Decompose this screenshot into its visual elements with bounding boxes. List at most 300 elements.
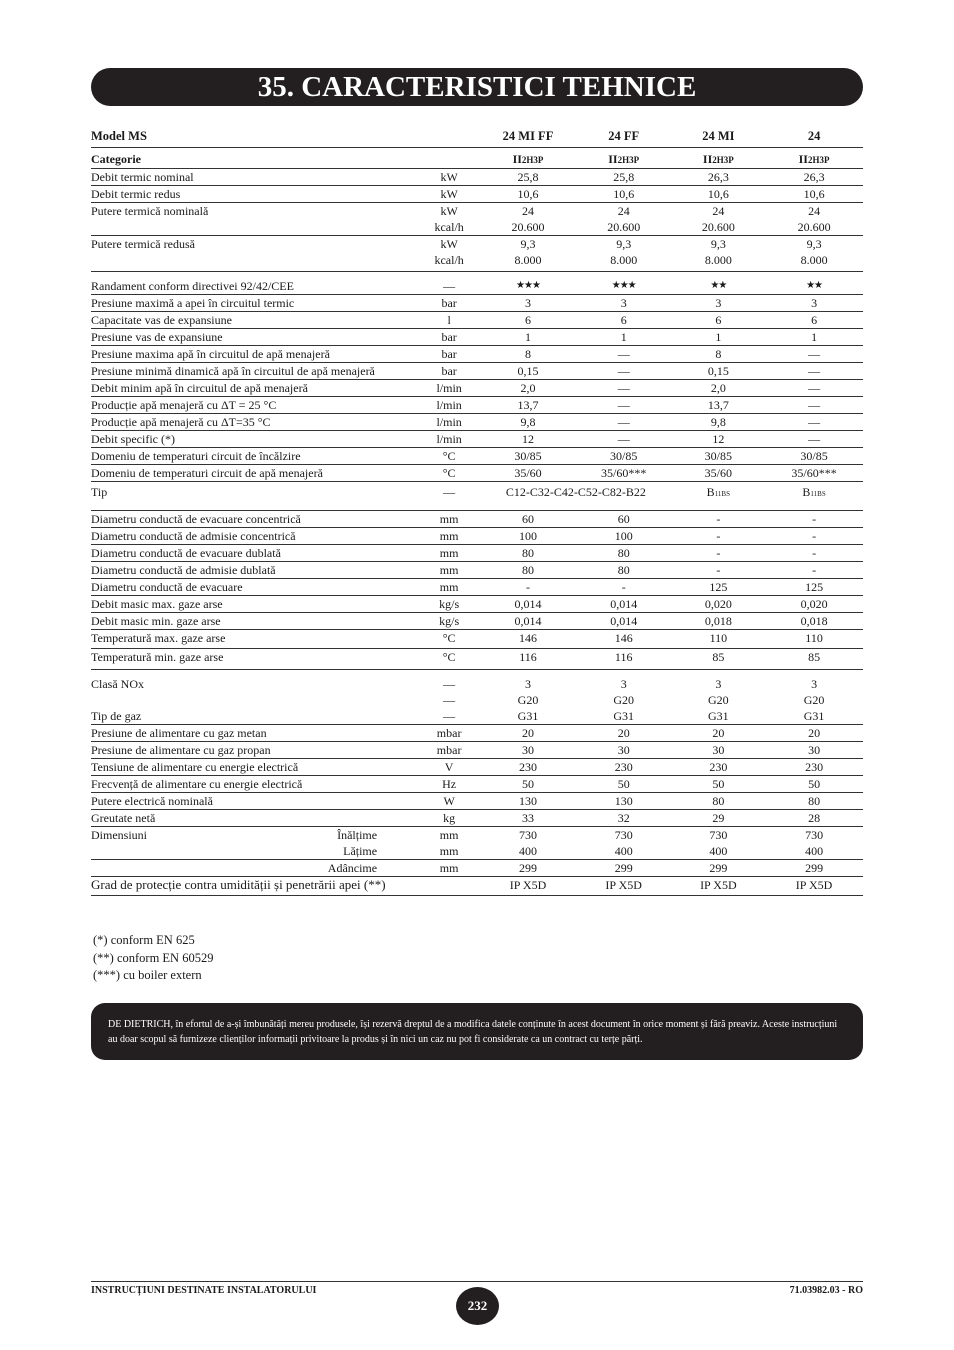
spec-value: 1	[765, 329, 863, 346]
spec-unit: —	[443, 693, 456, 707]
spec-row	[91, 219, 863, 236]
spec-value: 80	[576, 562, 672, 579]
spec-row	[91, 630, 863, 649]
spec-value: 100	[576, 528, 672, 545]
spec-label: Putere termică nominală	[91, 203, 418, 220]
spec-value: 8.000	[514, 253, 542, 267]
spec-value: 146	[480, 630, 576, 649]
spec-value: ★★	[765, 272, 863, 295]
spec-value: 25,8	[576, 169, 672, 186]
spec-value: 20	[576, 725, 672, 742]
model-label: Model MS	[91, 129, 147, 143]
spec-value: 0,018	[672, 613, 766, 630]
spec-value: G20	[613, 693, 635, 707]
spec-label: Producție apă menajeră cu ΔT=35 °C	[91, 414, 418, 431]
spec-unit: bar	[418, 295, 480, 312]
spec-value: 9,3	[480, 236, 576, 253]
spec-value: 28	[765, 810, 863, 827]
spec-value: 1	[480, 329, 576, 346]
spec-unit: kg/s	[418, 613, 480, 630]
spec-label: Presiune de alimentare cu gaz metan	[91, 725, 418, 742]
spec-value: 35/60***	[576, 465, 672, 482]
spec-value: 130	[576, 793, 672, 810]
spec-label: Adâncime	[91, 860, 418, 877]
spec-unit: kcal/h	[434, 253, 464, 267]
spec-value: 3	[576, 670, 672, 693]
spec-value: 110	[765, 630, 863, 649]
spec-value: 60	[576, 511, 672, 528]
spec-value: B11BS	[672, 482, 766, 511]
spec-value: G20	[803, 693, 825, 707]
category-value: II2H3P	[672, 148, 766, 169]
spec-row	[91, 793, 863, 810]
spec-value: 26,3	[765, 169, 863, 186]
spec-row	[91, 692, 863, 708]
spec-value: 8.000	[800, 253, 828, 267]
spec-value: —	[576, 397, 672, 414]
spec-value: G31	[517, 709, 539, 723]
spec-value: —	[765, 397, 863, 414]
spec-unit: bar	[418, 346, 480, 363]
spec-unit: —	[443, 709, 456, 723]
spec-unit: kW	[418, 186, 480, 203]
spec-unit: mbar	[418, 725, 480, 742]
spec-label: Greutate netă	[91, 810, 418, 827]
spec-label: Frecvență de alimentare cu energie electrică	[91, 776, 418, 793]
spec-value: 30/85	[576, 448, 672, 465]
spec-row	[91, 545, 863, 562]
model-name: 24 FF	[608, 129, 640, 143]
spec-row	[91, 448, 863, 465]
model-name: 24	[807, 129, 821, 143]
spec-row	[91, 776, 863, 793]
spec-value: 9,3	[765, 236, 863, 253]
spec-row	[91, 414, 863, 431]
spec-value: 0,014	[480, 613, 576, 630]
spec-row	[91, 346, 863, 363]
spec-value: —	[765, 363, 863, 380]
spec-value: ★★★	[480, 272, 576, 295]
spec-value: -	[672, 545, 766, 562]
spec-value: 9,3	[576, 236, 672, 253]
spec-value: -	[765, 511, 863, 528]
spec-row	[91, 877, 863, 896]
spec-row	[91, 708, 863, 725]
spec-unit: mm	[418, 511, 480, 528]
spec-row	[91, 670, 863, 693]
category-value: II2H3P	[765, 148, 863, 169]
spec-value: 3	[765, 670, 863, 693]
spec-value: IP X5D	[765, 877, 863, 896]
spec-row	[91, 725, 863, 742]
spec-value: 3	[480, 295, 576, 312]
spec-row	[91, 295, 863, 312]
spec-label: Lățime	[343, 844, 378, 858]
spec-value: -	[576, 579, 672, 596]
spec-value: 9,8	[480, 414, 576, 431]
technical-specs-table	[91, 127, 863, 896]
spec-value: 3	[672, 670, 766, 693]
footnote: (*) conform EN 625	[93, 933, 195, 947]
spec-row	[91, 380, 863, 397]
spec-label: Diametru conductă de evacuare dublată	[91, 545, 418, 562]
spec-unit: °C	[418, 630, 480, 649]
spec-value: 730	[480, 827, 576, 844]
spec-label: Presiune maximă a apei în circuitul termic	[91, 295, 418, 312]
spec-value: 125	[672, 579, 766, 596]
spec-row	[91, 596, 863, 613]
spec-value: G31	[708, 709, 729, 723]
spec-value: 35/60***	[765, 465, 863, 482]
spec-value: -	[672, 511, 766, 528]
spec-value: 12	[480, 431, 576, 448]
spec-value: -	[765, 562, 863, 579]
spec-value: 8.000	[610, 253, 638, 267]
spec-value: G20	[708, 693, 729, 707]
spec-row	[91, 329, 863, 346]
spec-row	[91, 465, 863, 482]
spec-unit: mm	[418, 528, 480, 545]
spec-value: 29	[672, 810, 766, 827]
spec-value: 10,6	[765, 186, 863, 203]
spec-value: G20	[517, 693, 539, 707]
spec-value: 0,014	[576, 596, 672, 613]
spec-value: 116	[480, 649, 576, 670]
model-name: 24 MI FF	[502, 129, 554, 143]
spec-value: 299	[576, 860, 672, 877]
spec-value: IP X5D	[576, 877, 672, 896]
spec-value: 20	[480, 725, 576, 742]
spec-value: 3	[576, 295, 672, 312]
spec-value: 130	[480, 793, 576, 810]
spec-unit: kW	[418, 236, 480, 253]
spec-label: Tensiune de alimentare cu energie electrică	[91, 759, 418, 776]
spec-row	[91, 363, 863, 380]
spec-value: 400	[709, 844, 728, 858]
spec-value: 24	[765, 203, 863, 220]
spec-label: Capacitate vas de expansiune	[91, 312, 418, 329]
spec-value: 30/85	[480, 448, 576, 465]
spec-label: Debit minim apă în circuitul de apă menajeră	[91, 380, 418, 397]
spec-value: 3	[765, 295, 863, 312]
spec-unit: —	[418, 272, 480, 295]
spec-value: 32	[576, 810, 672, 827]
spec-row	[91, 169, 863, 186]
spec-row	[91, 236, 863, 253]
category-value: II2H3P	[480, 148, 576, 169]
category-row	[91, 148, 863, 169]
spec-label: Presiune minimă dinamică apă în circuitul de apă menajeră	[91, 363, 418, 380]
spec-label: Tip de gaz	[91, 709, 142, 723]
footnote: (***) cu boiler extern	[93, 968, 202, 982]
spec-value: 230	[672, 759, 766, 776]
spec-label: Diametru conductă de admisie concentrică	[91, 528, 418, 545]
spec-value: 0,15	[672, 363, 766, 380]
spec-value: 80	[480, 545, 576, 562]
spec-value: 50	[765, 776, 863, 793]
spec-value: 50	[576, 776, 672, 793]
spec-value: 13,7	[672, 397, 766, 414]
spec-row	[91, 759, 863, 776]
spec-row	[91, 562, 863, 579]
spec-value: 6	[672, 312, 766, 329]
spec-row	[91, 482, 863, 511]
spec-value: 30	[576, 742, 672, 759]
spec-row	[91, 649, 863, 670]
spec-row	[91, 511, 863, 528]
spec-value: 0,014	[576, 613, 672, 630]
spec-value: 24	[480, 203, 576, 220]
footer-doc-title: INSTRUCȚIUNI DESTINATE INSTALATORULUI	[91, 1285, 317, 1296]
spec-label	[91, 692, 418, 708]
spec-value: 35/60	[480, 465, 576, 482]
spec-value: 2,0	[480, 380, 576, 397]
spec-value: 230	[576, 759, 672, 776]
spec-value: 33	[480, 810, 576, 827]
spec-label: Debit termic nominal	[91, 169, 418, 186]
spec-value: G31	[613, 709, 635, 723]
spec-label: Randament conform directivei 92/42/CEE	[91, 272, 418, 295]
spec-unit: Hz	[418, 776, 480, 793]
spec-label: Putere electrică nominală	[91, 793, 418, 810]
footer-divider	[91, 1281, 863, 1282]
disclaimer-box: DE DIETRICH, în efortul de a-și îmbunătăți mereu produsele, își rezervă dreptul de a modifica datele conținute în acest document în orice moment și fără preaviz. Aceste instrucțiuni au doar scopul să furnizeze clienților informații privitoare la produs și în nici un caz nu pot fi considerate ca un contract cu terțe părți.	[91, 1003, 863, 1060]
spec-value: 8.000	[704, 253, 732, 267]
model-name: 24 MI	[702, 129, 735, 143]
spec-unit: l/min	[418, 431, 480, 448]
spec-value: 9,8	[672, 414, 766, 431]
spec-value: 0,15	[480, 363, 576, 380]
spec-value: 85	[672, 649, 766, 670]
spec-unit: °C	[418, 649, 480, 670]
spec-value: 299	[672, 860, 766, 877]
spec-value: ★★★	[576, 272, 672, 295]
spec-label: Temperatură max. gaze arse	[91, 630, 418, 649]
footer-doc-code: 71.03982.03 - RO	[789, 1285, 863, 1296]
spec-value: 80	[765, 793, 863, 810]
spec-value: 26,3	[672, 169, 766, 186]
spec-value: 50	[672, 776, 766, 793]
spec-value: 24	[672, 203, 766, 220]
spec-value: 8	[672, 346, 766, 363]
spec-value: 116	[576, 649, 672, 670]
spec-value: -	[765, 545, 863, 562]
spec-value: 400	[518, 844, 537, 858]
spec-value: 730	[672, 827, 766, 844]
spec-label: Domeniu de temperaturi circuit de apă menajeră	[91, 465, 418, 482]
spec-value: —	[576, 380, 672, 397]
spec-label: Diametru conductă de admisie dublată	[91, 562, 418, 579]
spec-label: Producție apă menajeră cu ΔT = 25 °C	[91, 397, 418, 414]
spec-value: —	[576, 414, 672, 431]
spec-value: 730	[765, 827, 863, 844]
spec-value: 9,3	[672, 236, 766, 253]
spec-unit: W	[418, 793, 480, 810]
spec-value: 0,020	[672, 596, 766, 613]
spec-label: Grad de protecție contra umidității și penetrării apei (**)	[91, 877, 418, 896]
spec-unit: °C	[418, 465, 480, 482]
spec-value: —	[576, 363, 672, 380]
spec-row	[91, 312, 863, 329]
spec-unit	[418, 877, 480, 896]
spec-value: 1	[672, 329, 766, 346]
spec-unit: mm	[418, 545, 480, 562]
spec-value: 10,6	[480, 186, 576, 203]
spec-value: —	[765, 414, 863, 431]
spec-value: 3	[672, 295, 766, 312]
spec-value: 80	[672, 793, 766, 810]
spec-value: 110	[672, 630, 766, 649]
spec-value: 0,018	[765, 613, 863, 630]
spec-label: Dimensiuni Înălțime	[91, 827, 418, 844]
spec-row	[91, 613, 863, 630]
spec-value: 24	[576, 203, 672, 220]
spec-unit: mm	[418, 860, 480, 877]
spec-unit: kg	[418, 810, 480, 827]
spec-label: Clasă NOx	[91, 670, 418, 693]
spec-value: 2,0	[672, 380, 766, 397]
spec-value: C12-C32-C42-C52-C82-B22	[480, 482, 671, 511]
spec-label: Debit specific (*)	[91, 431, 418, 448]
spec-value: -	[672, 528, 766, 545]
spec-value: ★★	[672, 272, 766, 295]
spec-value: 20	[765, 725, 863, 742]
spec-value: 146	[576, 630, 672, 649]
spec-value: —	[576, 431, 672, 448]
spec-row	[91, 203, 863, 220]
spec-value: 400	[614, 844, 633, 858]
spec-value: B11BS	[765, 482, 863, 511]
spec-value: 1	[576, 329, 672, 346]
spec-value: 20.600	[511, 220, 545, 234]
spec-value: 13,7	[480, 397, 576, 414]
spec-unit: mbar	[418, 742, 480, 759]
spec-value: -	[765, 528, 863, 545]
category-label: Categorie	[91, 148, 418, 169]
page-number-badge: 232	[456, 1287, 499, 1325]
spec-value: —	[576, 346, 672, 363]
spec-value: -	[672, 562, 766, 579]
spec-value: 6	[480, 312, 576, 329]
spec-unit: bar	[418, 363, 480, 380]
spec-label: Putere termică redusă	[91, 236, 418, 253]
spec-row	[91, 810, 863, 827]
spec-value: 30	[672, 742, 766, 759]
spec-label: Temperatură min. gaze arse	[91, 649, 418, 670]
spec-row	[91, 397, 863, 414]
spec-unit: —	[418, 670, 480, 693]
spec-value: 0,014	[480, 596, 576, 613]
spec-value: 10,6	[672, 186, 766, 203]
spec-value: IP X5D	[480, 877, 576, 896]
spec-value: 6	[765, 312, 863, 329]
spec-value: 35/60	[672, 465, 766, 482]
page-title: 35. CARACTERISTICI TEHNICE	[91, 68, 863, 106]
spec-value: 50	[480, 776, 576, 793]
spec-value: —	[765, 346, 863, 363]
spec-value: 20	[672, 725, 766, 742]
spec-value: 230	[480, 759, 576, 776]
spec-value: 30/85	[672, 448, 766, 465]
spec-value: —	[765, 431, 863, 448]
spec-unit: kW	[418, 203, 480, 220]
spec-unit: bar	[418, 329, 480, 346]
spec-unit: l	[418, 312, 480, 329]
spec-row	[91, 827, 863, 844]
category-value: II2H3P	[576, 148, 672, 169]
spec-unit: °C	[418, 448, 480, 465]
spec-unit: mm	[418, 579, 480, 596]
spec-unit: l/min	[418, 380, 480, 397]
spec-value: 80	[576, 545, 672, 562]
spec-value: 400	[805, 844, 824, 858]
spec-value: 20.600	[701, 220, 735, 234]
spec-label: Diametru conductă de evacuare concentrică	[91, 511, 418, 528]
spec-row	[91, 579, 863, 596]
spec-unit: mm	[418, 827, 480, 844]
spec-row	[91, 860, 863, 877]
spec-unit: V	[418, 759, 480, 776]
spec-label: Presiune maxima apă în circuitul de apă menajeră	[91, 346, 418, 363]
spec-unit: l/min	[418, 397, 480, 414]
footnotes	[93, 932, 213, 985]
spec-value: 125	[765, 579, 863, 596]
spec-value: 20.600	[797, 220, 831, 234]
spec-label: Presiune vas de expansiune	[91, 329, 418, 346]
spec-label: Debit masic max. gaze arse	[91, 596, 418, 613]
spec-value: 30	[765, 742, 863, 759]
spec-value: -	[480, 579, 576, 596]
spec-row	[91, 843, 863, 860]
spec-label	[91, 219, 418, 236]
spec-value: 10,6	[576, 186, 672, 203]
spec-value: 30	[480, 742, 576, 759]
spec-value: 80	[480, 562, 576, 579]
spec-value: 299	[765, 860, 863, 877]
spec-value: 85	[765, 649, 863, 670]
spec-unit: kg/s	[418, 596, 480, 613]
spec-label: Debit masic min. gaze arse	[91, 613, 418, 630]
spec-row	[91, 528, 863, 545]
spec-unit: mm	[418, 562, 480, 579]
spec-value: 230	[765, 759, 863, 776]
spec-row	[91, 431, 863, 448]
spec-row	[91, 272, 863, 295]
spec-value: 730	[576, 827, 672, 844]
spec-value: 0,020	[765, 596, 863, 613]
spec-unit: l/min	[418, 414, 480, 431]
spec-value: 12	[672, 431, 766, 448]
spec-unit: kcal/h	[434, 220, 464, 234]
spec-value: 25,8	[480, 169, 576, 186]
model-header-row	[91, 127, 863, 148]
footnote: (**) conform EN 60529	[93, 950, 214, 965]
spec-value: G31	[803, 709, 825, 723]
spec-label: Diametru conductă de evacuare	[91, 579, 418, 596]
spec-unit: —	[418, 482, 480, 511]
spec-value: 8	[480, 346, 576, 363]
spec-label	[91, 252, 418, 272]
spec-row	[91, 252, 863, 272]
spec-row	[91, 742, 863, 759]
spec-label: Domeniu de temperaturi circuit de încălzire	[91, 448, 418, 465]
spec-value: 6	[576, 312, 672, 329]
spec-row	[91, 186, 863, 203]
spec-label: Tip	[91, 482, 418, 511]
spec-value: 100	[480, 528, 576, 545]
spec-value: 60	[480, 511, 576, 528]
spec-value: 299	[480, 860, 576, 877]
